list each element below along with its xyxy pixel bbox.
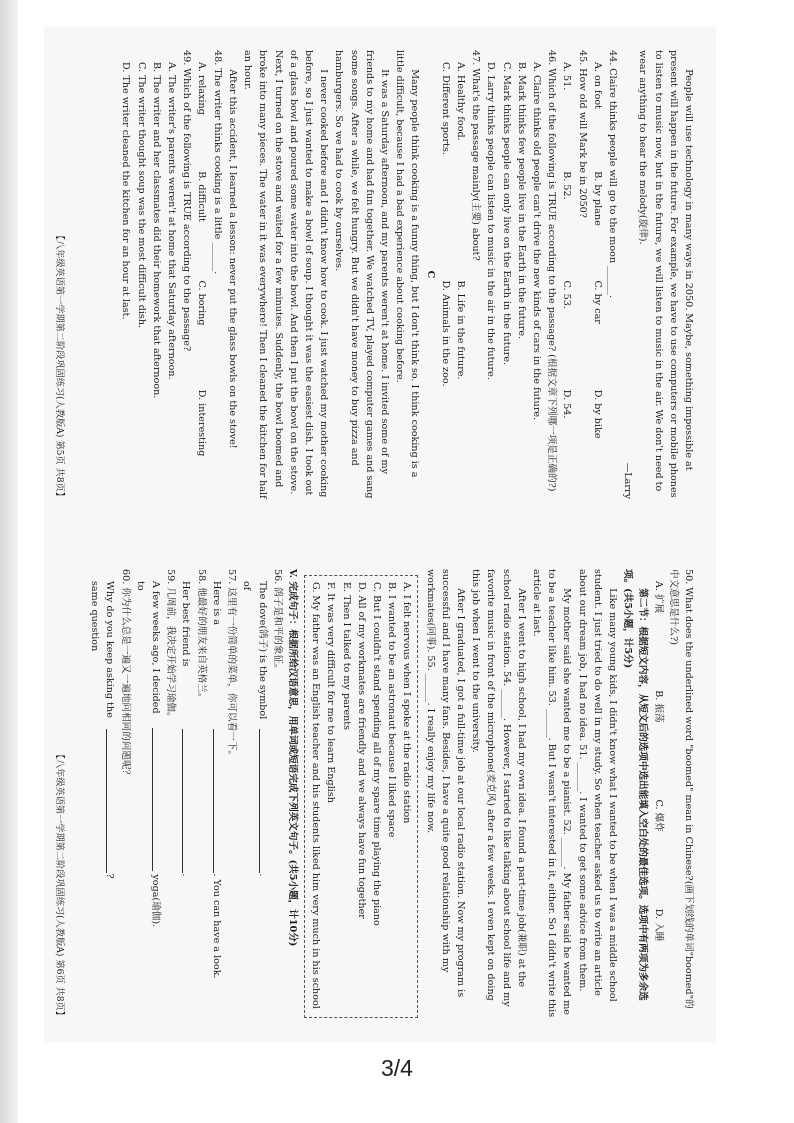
option: A. The writer's parents weren't at home that Saturday afternoon. — [166, 62, 178, 380]
question-47-options — [438, 50, 453, 499]
option: A. Claire thinks old people can't drive the new kinds of cars in the future. — [530, 62, 542, 421]
question-46: 46. Which of the following is TRUE according to the passage? (根据文章下列哪一项是正确的?) — [546, 50, 558, 492]
sentence-start: The dove(鸽子) is the symbol of — [241, 581, 268, 720]
option: B. The writer and her classmates did their homework that afternoon. — [150, 62, 162, 399]
question-59-line — [133, 569, 163, 1018]
option: C. Mark thinks people can only live on the Earth in the future. — [500, 62, 512, 366]
page-indicator: 3/4 — [381, 1055, 413, 1081]
option: C. boring — [196, 280, 208, 326]
cloze-paragraph: After I went to high school, I had my own idea. I found a part-time job(兼职) at the school radio station. 54. ______. However, I started to like talking about school life and my favorite music in front of the microphone(麦克风) after a few weeks. I even kept on doing this job when I went to the university. — [470, 569, 527, 1007]
option: A. Healthy food. — [454, 62, 466, 141]
sentence-end: ? — [104, 873, 116, 879]
option: C. The writer thought soup was the most difficult dish. — [135, 62, 147, 329]
passage-b-intro: People will use technology in many ways in 2050. Maybe, something impossible at present will happen in the future. For example, we have to use computers or mobile phones to listen to music now, but in the future, we will listen to music in the air. We don't need to wear anything to hear the melody(旋律). — [637, 50, 694, 498]
option: A. relaxing — [196, 62, 208, 115]
option: A. 扩展 — [652, 581, 664, 614]
exam-sheet — [44, 26, 716, 1042]
choices-box — [304, 575, 418, 1018]
choice-item: F. It was very difficult for me to learn English — [325, 582, 337, 803]
question-44-options — [590, 50, 605, 499]
cloze-paragraph: Like many young kids, I didn't know what I wanted to be when I was a middle school student. I just tried to do well in my study. So when teacher asked us to write an article about our dream job, I had no idea. 51. ______. I wanted to get some advice from them. — [576, 569, 618, 1002]
exam-page-6 — [44, 545, 716, 1042]
sentence-start: Why do you keep asking the same question — [89, 581, 116, 718]
passage-signature: —Larry — [622, 462, 634, 499]
answer-blank[interactable] — [259, 729, 270, 874]
cloze-paragraph: After I graduated, I got a full-time job at our local radio station. Now my program is successful and I have many fans. Besides, I have a quite good relationship with my workmates(同事). 55. ______. I really enjoy my life now. — [424, 569, 466, 998]
passage-c-paragraph: It was a Saturday afternoon, and my parents weren't at home. I invited some of my friends to my home and had fun together. We watched TV, played computer games and sang some songs. After a while, we felt hungry. But we didn't have money to buy pizza and hamburgers. So we had to cook by ourselves. — [333, 50, 390, 499]
sentence-end: . — [180, 873, 192, 877]
page-6-footer: 【八年级英语第一学期第二阶段巩固练习(人教版A) 第6页 共8页】 — [54, 749, 66, 1020]
question-60: 60. 你为什么总是一遍又一遍地问相同的问题呢？ — [119, 569, 131, 780]
choice-item: D. All of my workmates are friendly and we always have fun together — [355, 582, 367, 919]
question-56: 56. 鸽子是和平的象征。 — [271, 569, 283, 674]
sentence-end: . You can have a look. — [210, 873, 222, 979]
sentence-start: A few weeks ago, I decided to — [134, 581, 162, 714]
question-50: 50. What does the underlined word "boomed" mean in Chinese?(画下划线的单词"boomed"的中文意思是什么?) — [667, 569, 694, 1009]
question-48-options — [194, 50, 209, 499]
option: D. by bike — [591, 389, 603, 439]
rotated-spread — [44, 26, 716, 1042]
question-45: 45. How old will Mark be in 2050? — [576, 50, 588, 218]
option: C. 53. — [561, 280, 573, 309]
cloze-paragraph: My mother said she wanted me to be a pianist. 52. ______. My father said he wanted me to be a teacher like him. 53. ______. But I wasn't interested in it, either. So I didn't write this article at last. — [530, 569, 573, 1018]
sentence-end: yoga(瑜伽). — [150, 874, 162, 928]
option: D. Animals in the zoo. — [439, 280, 451, 387]
question-50-options — [650, 569, 665, 1018]
section-c-heading: C — [424, 270, 436, 279]
question-48: 48. The writer thinks cooking is a little ______. — [211, 50, 223, 275]
option: C. by car — [591, 280, 603, 324]
answer-blank[interactable] — [152, 728, 163, 872]
option: D. 54. — [561, 389, 573, 419]
choice-item: E. Then I talked to my parents — [340, 582, 352, 731]
exam-page-5 — [44, 26, 716, 523]
question-58: 58. 他最好的朋友来自英格兰。 — [195, 569, 207, 703]
choice-item: A. I felt nervous when I spoke at the radio station — [401, 582, 413, 824]
option: A. on foot — [591, 62, 603, 109]
option: B. 52. — [561, 171, 573, 200]
sentence-start: Here is a — [210, 581, 222, 626]
question-57-line — [209, 569, 224, 1018]
part-5-heading: V. 完成句子：根据所给汉语意思，用单词或短语完成下列英文句子。(共5小题，计10分) — [286, 569, 298, 947]
scanner-edge-shadow — [0, 0, 18, 1123]
option: D. interesting — [196, 389, 208, 457]
passage-c-paragraph: I never cooked before and I didn't know how to cook. I just watched my mother cooking before, so I just wanted to make a bowl of soup. I thought it was the easiest dish. I took out of a glass bowl and poured some water into the bowl. And then I put the bowl on the stove. Next, I turned on the stove and waited for a few minutes. Suddenly, the bowl boomed and broke into many pieces. The water in it was everywhere! Then I cleaned the kitchen for half an hour. — [242, 50, 330, 499]
question-47-options — [453, 50, 468, 499]
question-57: 57. 这里有一份简单的菜单，你可以看一下。 — [226, 569, 238, 760]
question-44: 44. Claire thinks people will go to the moon ______. — [606, 50, 618, 298]
option: B. Life in the future. — [454, 280, 466, 380]
option: B. difficult — [196, 171, 208, 222]
choice-item: C. But I couldn't stand spending all of my spare time playing the piano — [370, 582, 382, 926]
question-47: 47. What's the passage mainly(主要) about? — [470, 50, 482, 261]
question-59: 59. 几周前，我决定开始学习瑜伽。 — [165, 569, 177, 722]
answer-blank[interactable] — [183, 729, 194, 874]
sentence-start: Her best friend is — [180, 581, 192, 667]
option: B. 振荡 — [652, 690, 664, 723]
option: A. 51. — [561, 62, 573, 91]
choice-item: B. I wanted to be an astronaut because I liked space — [386, 582, 398, 838]
question-56-line — [239, 569, 269, 1018]
passage-c-paragraph: After this accident, I learned a lesson: never put the glass bowls on the stove! — [226, 69, 238, 449]
passage-c-paragraph: Many people think cooking is a funny thing, but I don't think so. I think cooking is a little difficult, because I had a bad experience about cooking before. — [394, 50, 421, 478]
option: C. 爆炸 — [652, 799, 664, 832]
option: C. Different sports. — [439, 62, 451, 155]
answer-blank[interactable] — [106, 729, 117, 874]
page-5-footer: 【八年级英语第一学期第二阶段巩固练习(人教版A) 第5页 共8页】 — [54, 230, 66, 501]
question-45-options — [559, 50, 574, 499]
question-60-line — [87, 569, 117, 1018]
option: B. Mark thinks few people live in the Earth in the future. — [515, 62, 527, 340]
question-58-line — [178, 569, 193, 1018]
option: D. 入睡 — [652, 908, 664, 942]
sentence-end: . — [256, 873, 268, 877]
answer-blank[interactable] — [213, 729, 224, 874]
option: D. The writer cleaned the kitchen for an hour at last. — [120, 62, 132, 320]
part-2-heading: 第二节：根据短文内容，从短文后的选项中选出能填入空白处的最佳选项。选项中有两项为多余选项。(共5小题，计5分) — [622, 569, 649, 1001]
option: D. Larry thinks people can listen to music in the air in the future. — [485, 62, 497, 380]
option: B. by plane — [591, 171, 603, 226]
choice-item: G. My father was an English teacher and his students liked him very much in his school — [310, 582, 322, 1009]
question-49: 49. Which of the following is TRUE according to the passage? — [181, 50, 193, 352]
